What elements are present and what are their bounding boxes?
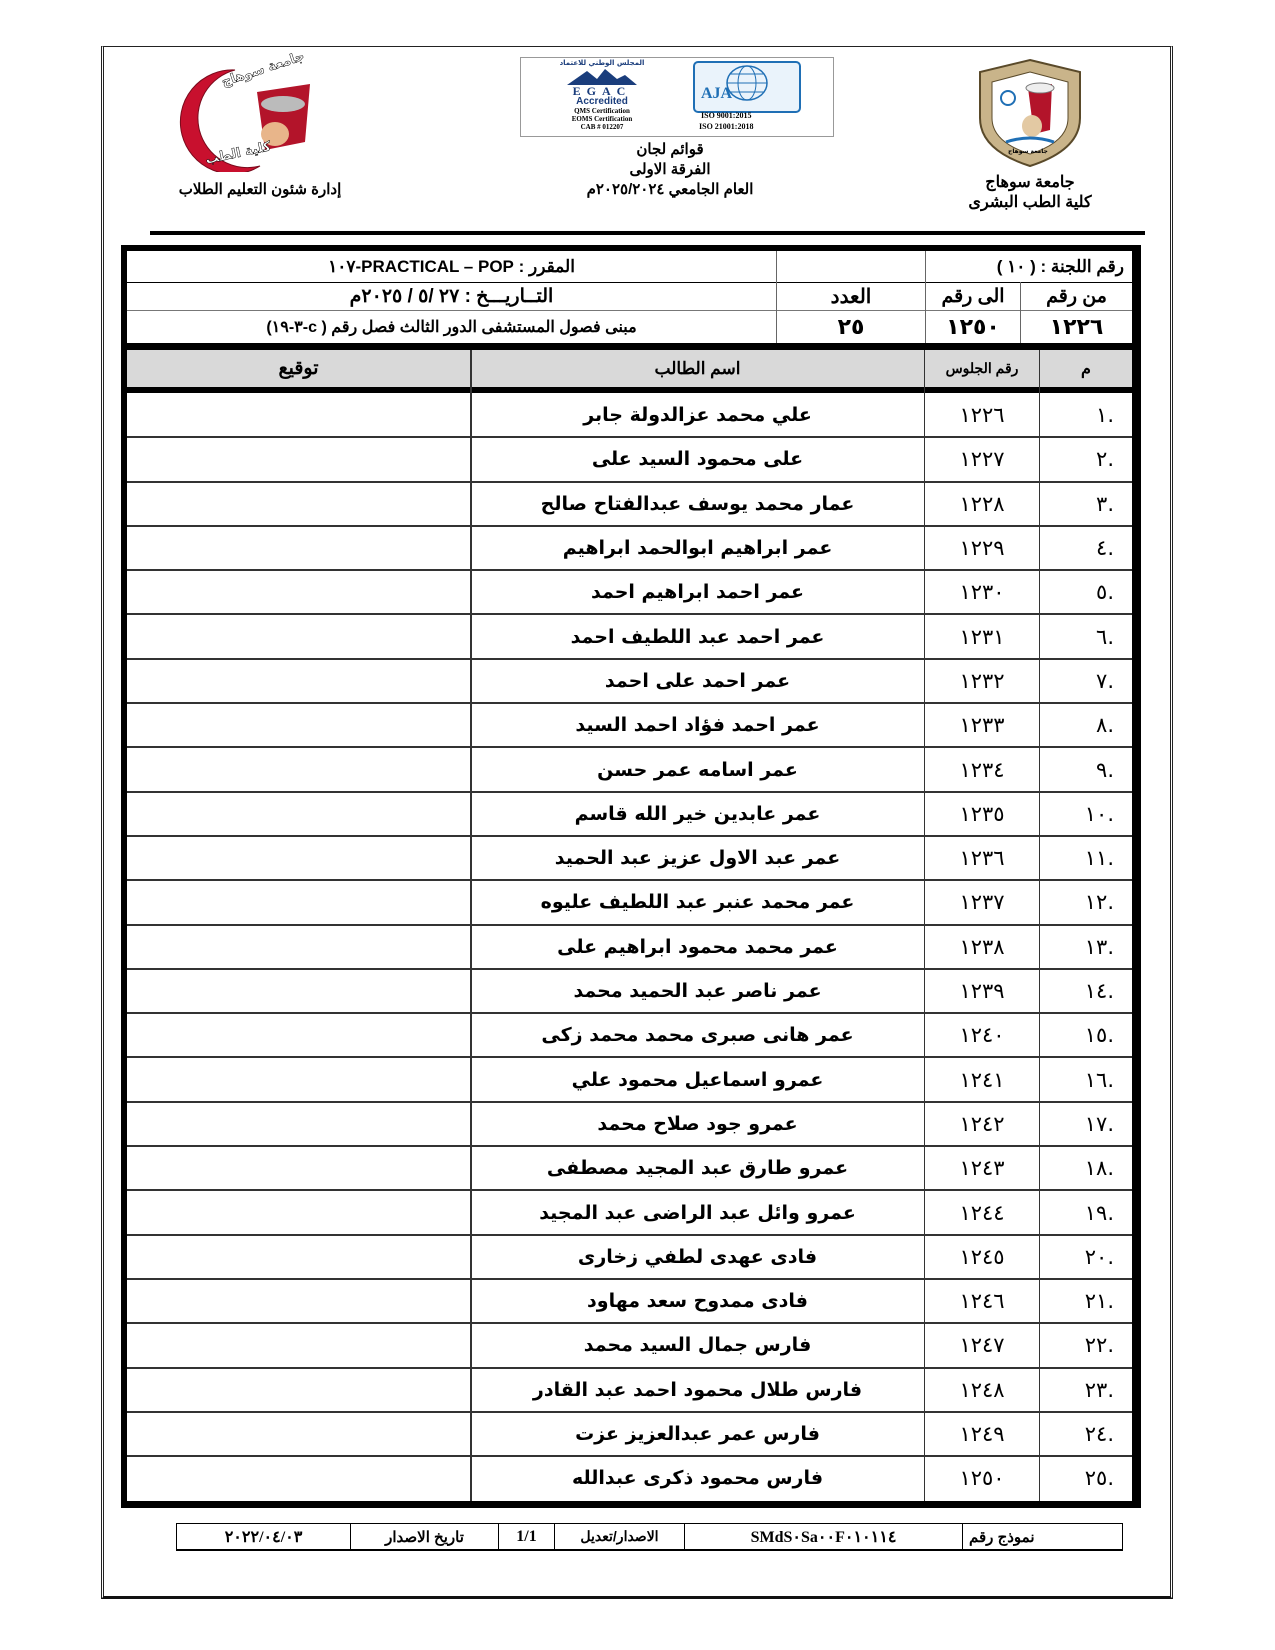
table-row bbox=[127, 1102, 1132, 1146]
seat-number: ١٢٤٩ bbox=[959, 1422, 1005, 1447]
student-name: عمرو طارق عبد المجيد مصطفى bbox=[546, 1157, 849, 1180]
seat-number: ١٢٤٢ bbox=[959, 1111, 1005, 1136]
col-seat-number: رقم الجلوس bbox=[945, 360, 1019, 376]
row-index: .٧ bbox=[1096, 668, 1114, 693]
egac-line: CAB # 012207 bbox=[580, 123, 624, 131]
table-row bbox=[127, 393, 1132, 437]
student-name: عمر هانى صبرى محمد محمد زكى bbox=[541, 1024, 854, 1047]
committee-number: رقم اللجنة : ( ١٠ ) bbox=[996, 256, 1124, 276]
egac-line: EOMS Certification bbox=[571, 115, 633, 123]
student-name: عمر محمد محمود ابراهيم على bbox=[557, 935, 838, 958]
table-row bbox=[127, 1279, 1132, 1323]
logo-text-top: جامعة سوهاج bbox=[219, 49, 307, 90]
faculty-name: كلية الطب البشرى bbox=[968, 194, 1092, 211]
issue-date-value: ٢٠٢٢/٠٤/٠٣ bbox=[224, 1528, 303, 1546]
aja-iso-2: ISO 21001:2018 bbox=[699, 122, 754, 131]
to-value: ١٢٥٠ bbox=[946, 314, 1000, 340]
signature-cell[interactable] bbox=[127, 482, 470, 526]
table-row bbox=[127, 925, 1132, 969]
table-row bbox=[127, 659, 1132, 703]
signature-cell[interactable] bbox=[127, 747, 470, 791]
student-name: عمرو اسماعيل محمود علي bbox=[571, 1068, 824, 1091]
seat-number: ١٢٣٩ bbox=[959, 979, 1005, 1004]
row-index: .١٦ bbox=[1084, 1067, 1114, 1092]
signature-cell[interactable] bbox=[127, 703, 470, 747]
signature-cell[interactable] bbox=[127, 526, 470, 570]
signature-cell[interactable] bbox=[127, 1190, 470, 1234]
seat-number: ١٢٣٦ bbox=[959, 846, 1005, 871]
signature-cell[interactable] bbox=[127, 1323, 470, 1367]
table-row bbox=[127, 1190, 1132, 1234]
egac-logo bbox=[527, 59, 677, 135]
row-index: .٢٤ bbox=[1084, 1422, 1114, 1447]
course-name: المقرر : PRACTICAL – POP-١٠٧ bbox=[328, 256, 575, 276]
from-value: ١٢٢٦ bbox=[1049, 314, 1104, 340]
table-row bbox=[127, 482, 1132, 526]
form-number-label: نموذج رقم bbox=[962, 1524, 1122, 1549]
seat-number: ١٢٣٣ bbox=[959, 713, 1005, 738]
row-index: .١٥ bbox=[1084, 1023, 1114, 1048]
col-index: م bbox=[1081, 360, 1091, 378]
seat-number: ١٢٤٥ bbox=[959, 1244, 1005, 1269]
student-name: فادى ممدوح سعد مهاود bbox=[587, 1290, 808, 1313]
col-student-name: اسم الطالب bbox=[654, 358, 741, 378]
row-index: .٨ bbox=[1096, 713, 1114, 738]
divider bbox=[1039, 350, 1040, 1501]
exam-location: مبنى فصول المستشفى الدور الثالث فصل رقم ( c-٣-١٩) bbox=[266, 319, 637, 336]
count-label: العدد bbox=[830, 286, 872, 308]
student-name: فارس محمود ذكرى عبدالله bbox=[571, 1467, 824, 1490]
student-name: علي محمد عزالدولة جابر bbox=[583, 404, 812, 427]
committee-table-body bbox=[127, 251, 1132, 1501]
student-name: فارس عمر عبدالعزيز عزت bbox=[575, 1423, 820, 1446]
row-index: .١٣ bbox=[1084, 934, 1114, 959]
signature-cell[interactable] bbox=[127, 1146, 470, 1190]
student-name: عمرو جود صلاح محمد bbox=[597, 1112, 798, 1135]
egac-title: EGAC bbox=[572, 84, 632, 98]
student-name: عمر احمد على احمد bbox=[604, 669, 791, 692]
count-value: ٢٥ bbox=[837, 314, 865, 340]
col-signature: توقيع bbox=[278, 358, 319, 379]
seat-number: ١٢٣٥ bbox=[959, 801, 1005, 826]
form-number-value: SMdS٠Sa٠٠F٠١٠١١٤ bbox=[684, 1524, 962, 1549]
egac-line: QMS Certification bbox=[574, 107, 630, 115]
table-row bbox=[127, 792, 1132, 836]
student-name: عمر اسامه عمر حسن bbox=[597, 758, 798, 781]
academic-year-title: العام الجامعي ٢٠٢٥/٢٠٢٤م bbox=[586, 181, 754, 198]
exam-date: التــاريـــخ : ٢٧ /٥ / ٢٠٢٥م bbox=[349, 286, 554, 307]
table-row bbox=[127, 526, 1132, 570]
row-index: .١٩ bbox=[1084, 1200, 1114, 1225]
form-footer bbox=[176, 1523, 1123, 1551]
aja-iso-1: ISO 9001:2015 bbox=[701, 111, 752, 120]
divider bbox=[924, 350, 925, 1501]
seat-number: ١٢٢٧ bbox=[959, 447, 1005, 472]
signature-cell[interactable] bbox=[127, 925, 470, 969]
seat-number: ١٢٢٦ bbox=[959, 403, 1005, 428]
student-name: عمر ناصر عبد الحميد محمد bbox=[573, 980, 822, 1003]
table-row bbox=[127, 1058, 1132, 1102]
student-affairs-caption: إدارة شئون التعليم الطلاب bbox=[178, 181, 342, 198]
seat-number: ١٢٥٠ bbox=[959, 1466, 1005, 1491]
committee-lists-title: قوائم لجان bbox=[636, 141, 704, 158]
table-row bbox=[127, 1456, 1132, 1500]
student-name: عمر احمد عبد اللطيف احمد bbox=[570, 625, 825, 648]
table-row bbox=[127, 1235, 1132, 1279]
signature-cell[interactable] bbox=[127, 1279, 470, 1323]
row-index: .٢٢ bbox=[1084, 1333, 1114, 1358]
row-index: .٩ bbox=[1096, 757, 1114, 782]
row-index: .١٠ bbox=[1084, 801, 1114, 826]
seat-number: ١٢٤٨ bbox=[959, 1377, 1005, 1402]
divider bbox=[470, 350, 472, 1501]
signature-cell[interactable] bbox=[127, 792, 470, 836]
aja-title: AJA bbox=[701, 85, 733, 102]
row-index: .٦ bbox=[1096, 624, 1114, 649]
first-year-title: الفرقة الاولى bbox=[629, 161, 711, 178]
row-index: .١ bbox=[1096, 403, 1114, 428]
student-name: عمار محمد يوسف عبدالفتاح صالح bbox=[540, 492, 855, 515]
university-name: جامعة سوهاج bbox=[985, 174, 1075, 191]
signature-cell[interactable] bbox=[127, 615, 470, 659]
table-row bbox=[127, 437, 1132, 481]
student-name: عمر احمد ابراهيم احمد bbox=[590, 581, 805, 604]
student-name: فارس طلال محمود احمد عبد القادر bbox=[532, 1378, 863, 1401]
signature-cell[interactable] bbox=[127, 393, 470, 437]
row-index: .٢٥ bbox=[1084, 1466, 1114, 1491]
table-row bbox=[127, 1146, 1132, 1190]
from-label: من رقم bbox=[1046, 286, 1107, 307]
signature-cell[interactable] bbox=[127, 969, 470, 1013]
signature-cell[interactable] bbox=[127, 1412, 470, 1456]
mountain-icon bbox=[567, 67, 637, 85]
row-index: .١٤ bbox=[1084, 979, 1114, 1004]
signature-cell[interactable] bbox=[127, 880, 470, 924]
faculty-logo bbox=[165, 49, 335, 172]
table-row bbox=[127, 747, 1132, 791]
logo-text-bottom: كلية الطب bbox=[204, 139, 273, 168]
signature-cell[interactable] bbox=[127, 1368, 470, 1412]
seat-number: ١٢٤٤ bbox=[959, 1200, 1005, 1225]
seat-number: ١٢٤٦ bbox=[959, 1289, 1005, 1314]
row-index: .٢٠ bbox=[1084, 1244, 1114, 1269]
seat-number: ١٢٣٨ bbox=[959, 934, 1005, 959]
row-index: .٤ bbox=[1096, 536, 1114, 561]
seat-number: ١٢٢٨ bbox=[959, 491, 1005, 516]
table-row bbox=[127, 836, 1132, 880]
seat-number: ١٢٣١ bbox=[959, 624, 1005, 649]
row-index: .١٧ bbox=[1084, 1111, 1114, 1136]
signature-cell[interactable] bbox=[127, 1235, 470, 1279]
seat-number: ١٢٣٢ bbox=[959, 668, 1005, 693]
student-name: عمر احمد فؤاد احمد السيد bbox=[575, 714, 820, 737]
student-name: فادى عهدى لطفي زخارى bbox=[577, 1245, 818, 1268]
row-index: .١١ bbox=[1084, 846, 1114, 871]
seat-number: ١٢٢٩ bbox=[959, 536, 1005, 561]
signature-cell[interactable] bbox=[127, 1456, 470, 1500]
table-row bbox=[127, 969, 1132, 1013]
signature-cell[interactable] bbox=[127, 836, 470, 880]
signature-cell[interactable] bbox=[127, 570, 470, 614]
table-row bbox=[127, 570, 1132, 614]
student-name: فارس جمال السيد محمد bbox=[583, 1334, 812, 1357]
row-index: .٥ bbox=[1096, 580, 1114, 605]
student-name: عمر عبد الاول عزيز عبد الحميد bbox=[554, 847, 841, 870]
signature-cell[interactable] bbox=[127, 1013, 470, 1057]
seat-number: ١٢٣٠ bbox=[959, 580, 1005, 605]
table-row bbox=[127, 615, 1132, 659]
signature-cell[interactable] bbox=[127, 659, 470, 703]
row-index: .١٢ bbox=[1084, 890, 1114, 915]
table-row bbox=[127, 1368, 1132, 1412]
student-name: عمر محمد عنبر عبد اللطيف عليوه bbox=[540, 891, 855, 914]
signature-cell[interactable] bbox=[127, 437, 470, 481]
table-row bbox=[127, 880, 1132, 924]
header-divider bbox=[150, 231, 1145, 235]
to-label: الى رقم bbox=[941, 286, 1005, 307]
divider bbox=[127, 343, 1132, 350]
row-index: .٢ bbox=[1096, 447, 1114, 472]
version-label: الاصدار/تعديل bbox=[554, 1524, 684, 1549]
row-index: .٢٣ bbox=[1084, 1377, 1114, 1402]
aja-logo bbox=[693, 61, 801, 133]
issue-date-label: تاريخ الاصدار bbox=[350, 1524, 498, 1549]
seat-number: ١٢٣٤ bbox=[959, 757, 1005, 782]
seat-number: ١٢٣٧ bbox=[959, 890, 1005, 915]
student-name: على محمود السيد على bbox=[591, 448, 804, 471]
seat-number: ١٢٤٧ bbox=[959, 1333, 1005, 1358]
student-name: عمر عابدين خير الله قاسم bbox=[574, 802, 821, 825]
row-index: .٣ bbox=[1096, 491, 1114, 516]
signature-cell[interactable] bbox=[127, 1102, 470, 1146]
table-row bbox=[127, 1323, 1132, 1367]
signature-cell[interactable] bbox=[127, 1058, 470, 1102]
certification-logos bbox=[520, 57, 834, 137]
seat-number: ١٢٤٣ bbox=[959, 1156, 1005, 1181]
student-name: عمرو وائل عبد الراضى عبد المجيد bbox=[539, 1201, 856, 1224]
university-seal bbox=[970, 58, 1090, 168]
table-row bbox=[127, 1013, 1132, 1057]
version-value: 1/1 bbox=[498, 1524, 554, 1549]
seat-number: ١٢٤١ bbox=[959, 1067, 1005, 1092]
row-index: .٢١ bbox=[1084, 1289, 1114, 1314]
table-row bbox=[127, 703, 1132, 747]
row-index: .١٨ bbox=[1084, 1156, 1114, 1181]
table-row bbox=[127, 1412, 1132, 1456]
student-name: عمر ابراهيم ابوالحمد ابراهيم bbox=[562, 537, 833, 560]
seat-number: ١٢٤٠ bbox=[959, 1023, 1005, 1048]
egac-accredited: Accredited bbox=[576, 96, 628, 107]
seal-text: جامعة سوهاج bbox=[1008, 148, 1048, 155]
egac-arabic: المجلس الوطني للاعتماد bbox=[559, 59, 645, 67]
